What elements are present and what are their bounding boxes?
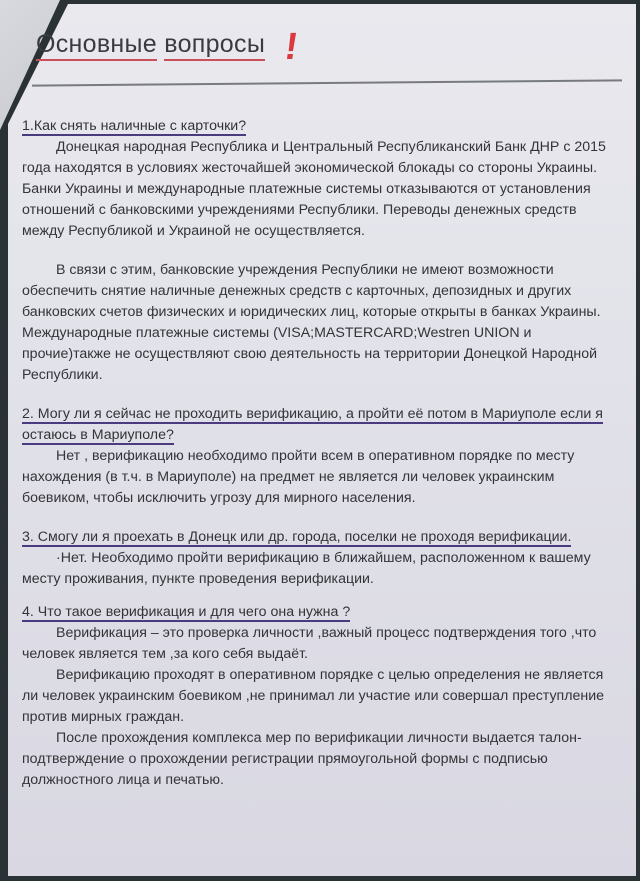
question-4: 4. Что такое верификация и для чего она нужна ? [22,604,351,620]
faq-section-1 [22,116,622,386]
answer-1-paragraph-1: Донецкая народная Республика и Центральный Республиканский Банк ДНР с 2015 года находятся в условиях жесточайшей экономической блокады со стороны Украины. Банки Украины и международные платежные системы отказываются от установления отношений с банковскими учреждениями Республики. Переводы денежных средств между Республикой и Украиной не осуществляется. [22,139,606,239]
answer-4-paragraph-3: ли человек украинским боевиком ,не принимал ли участие или совершал преступление против мирных граждан. [22,688,605,725]
faq-section-2 [22,404,622,509]
title-word-1: Основные [36,30,157,61]
exclamation-icon: ! [282,26,301,68]
answer-3: ·Нет. Необходимо пройти верификацию в ближайшем, расположенном к вашему месту проживания, пункте проведения верификации. [22,550,591,587]
title-word-2: вопросы [164,30,265,61]
answer-1-paragraph-2: В связи с этим, банковские учреждения Республики не имеют возможности обеспечить снятие наличные денежных средств с карточных, депозидных и других банковских счетов физических и юридических лиц, которые открыты в банках Украины. Международные платежные системы (VISA;MASTERCARD;Westren UNION и прочие)также не осуществляют свою деятельность на территории Донецкой Народной Республики. [22,262,601,383]
question-2: 2. Могу ли я сейчас не проходить верификацию, а пройти её потом в Мариуполе если я остаюсь в Мариуполе? [22,406,603,443]
answer-2: Нет , верификацию необходимо пройти всем в оперативном порядке по месту нахождения (в т.ч. в Мариуполе) на предмет не является ли человек украинским боевиком, чтобы исключить угрозу для мирного населения. [22,448,575,506]
faq-content [22,116,622,791]
faq-section-3 [22,527,622,590]
question-3: 3. Смогу ли я проехать в Донецк или др. города, поселки не проходя верификации. [22,529,572,545]
page-title [36,30,265,59]
answer-4-paragraph-1: Верификация – это проверка личности ,важный процесс подтверждения того ,что человек является тем ,за кого себя выдаёт. [22,625,597,662]
faq-section-4 [22,602,622,791]
question-1: 1.Как снять наличные с карточки? [22,118,247,134]
answer-4-paragraph-2: Верификацию проходят в оперативном порядке с целью определения не является [56,667,604,683]
answer-4-paragraph-4: После прохождения комплекса мер по верификации личности выдается талон-подтверждение о прохождении регистрации прямоугольной формы с подписью должностного лица и печатью. [22,730,582,788]
